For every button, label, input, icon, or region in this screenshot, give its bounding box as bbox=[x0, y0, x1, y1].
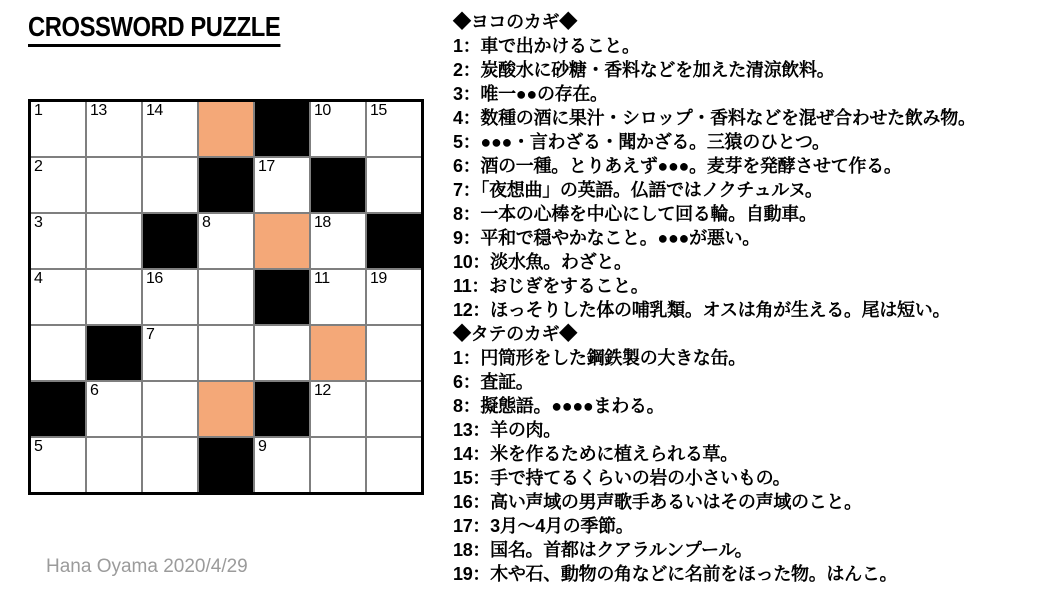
grid-cell-r3c4[interactable] bbox=[199, 214, 253, 268]
clue-across-2: 2：炭酸水に砂糖・香料などを加えた清涼飲料。 bbox=[453, 60, 835, 80]
cell-number: 19 bbox=[370, 270, 387, 287]
grid-cell-r2c5[interactable] bbox=[255, 158, 309, 212]
grid-cell-r7c1[interactable] bbox=[31, 438, 85, 492]
page-title: CROSSWORD PUZZLE bbox=[28, 11, 280, 47]
clue-down-1: 1：円筒形をした鋼鉄製の大きな缶。 bbox=[453, 348, 746, 368]
grid-cell-r5c5[interactable] bbox=[255, 326, 309, 380]
clue-across-8: 8：一本の心棒を中心にして回る輪。自動車。 bbox=[453, 204, 817, 224]
grid-cell-r1c1[interactable] bbox=[31, 102, 85, 156]
clue-down-6: 6：査証。 bbox=[453, 372, 534, 392]
clue-across-9: 9：平和で穏やかなこと。●●●が悪い。 bbox=[453, 228, 760, 248]
grid-cell-r1c4[interactable] bbox=[199, 102, 253, 156]
clue-down-19: 19：木や石、動物の角などに名前をほった物。はんこ。 bbox=[453, 564, 898, 584]
grid-cell-r6c3[interactable] bbox=[143, 382, 197, 436]
cell-number: 3 bbox=[34, 214, 43, 231]
cell-number: 14 bbox=[146, 102, 163, 119]
grid-cell-r5c7[interactable] bbox=[367, 326, 421, 380]
clue-down-15: 15：手で持てるくらいの岩の小さいもの。 bbox=[453, 468, 791, 488]
grid-cell-r6c6[interactable] bbox=[311, 382, 365, 436]
grid-cell-r1c2[interactable] bbox=[87, 102, 141, 156]
clue-across-7: 7：「夜想曲」の英語。仏語ではノクチュルヌ。 bbox=[453, 180, 823, 200]
clue-across-10: 10：淡水魚。わざと。 bbox=[453, 252, 632, 272]
clue-down-16: 16：高い声域の男声歌手あるいはその声域のこと。 bbox=[453, 492, 862, 512]
cell-number: 7 bbox=[146, 326, 155, 343]
grid-cell-r7c4-black bbox=[199, 438, 253, 492]
cell-number: 16 bbox=[146, 270, 163, 287]
clue-across-5: 5：●●●・言わざる・聞かざる。三猿のひとつ。 bbox=[453, 132, 830, 152]
clue-across-6: 6：酒の一種。とりあえず●●●。麦芽を発酵させて作る。 bbox=[453, 156, 902, 176]
cell-number: 5 bbox=[34, 438, 43, 455]
cell-number: 15 bbox=[370, 102, 387, 119]
grid-cell-r2c3[interactable] bbox=[143, 158, 197, 212]
grid-cell-r4c1[interactable] bbox=[31, 270, 85, 324]
cell-number: 4 bbox=[34, 270, 43, 287]
clue-across-12: 12：ほっそりした体の哺乳類。オスは角が生える。尾は短い。 bbox=[453, 300, 951, 320]
grid-cell-r4c2[interactable] bbox=[87, 270, 141, 324]
grid-cell-r5c4[interactable] bbox=[199, 326, 253, 380]
grid-cell-r3c7-black bbox=[367, 214, 421, 268]
cell-number: 9 bbox=[258, 438, 267, 455]
grid-cell-r2c7[interactable] bbox=[367, 158, 421, 212]
clue-across-1: 1：車で出かけること。 bbox=[453, 36, 640, 56]
grid-cell-r5c1[interactable] bbox=[31, 326, 85, 380]
grid-cell-r1c7[interactable] bbox=[367, 102, 421, 156]
clue-down-14: 14：米を作るために植えられる草。 bbox=[453, 444, 738, 464]
grid-cell-r3c2[interactable] bbox=[87, 214, 141, 268]
clues-panel bbox=[453, 10, 1039, 586]
grid-cell-r5c2-black bbox=[87, 326, 141, 380]
grid-cell-r7c5[interactable] bbox=[255, 438, 309, 492]
clue-across-4: 4：数種の酒に果汁・シロップ・香料などを混ぜ合わせた飲み物。 bbox=[453, 108, 976, 128]
grid-cell-r2c4-black bbox=[199, 158, 253, 212]
grid-cell-r4c5-black bbox=[255, 270, 309, 324]
grid-cell-r1c5-black bbox=[255, 102, 309, 156]
grid-cell-r2c1[interactable] bbox=[31, 158, 85, 212]
grid-cell-r6c4[interactable] bbox=[199, 382, 253, 436]
grid-cell-r6c7[interactable] bbox=[367, 382, 421, 436]
grid-cell-r6c5-black bbox=[255, 382, 309, 436]
down-clues-list bbox=[453, 346, 1039, 586]
grid-cell-r6c1-black bbox=[31, 382, 85, 436]
attribution: Hana Oyama 2020/4/29 bbox=[46, 556, 248, 577]
cell-number: 12 bbox=[314, 382, 331, 399]
grid-cell-r5c3[interactable] bbox=[143, 326, 197, 380]
grid-cell-r3c5[interactable] bbox=[255, 214, 309, 268]
across-clues-list bbox=[453, 34, 1039, 322]
grid-cell-r1c6[interactable] bbox=[311, 102, 365, 156]
grid-cell-r7c6[interactable] bbox=[311, 438, 365, 492]
grid-cell-r4c3[interactable] bbox=[143, 270, 197, 324]
grid-cell-r4c4[interactable] bbox=[199, 270, 253, 324]
down-clues-header: ◆タテのカギ◆ bbox=[453, 324, 577, 344]
grid-cell-r3c3-black bbox=[143, 214, 197, 268]
clue-across-3: 3：唯一●●の存在。 bbox=[453, 84, 608, 104]
grid-cell-r7c3[interactable] bbox=[143, 438, 197, 492]
cell-number: 17 bbox=[258, 158, 275, 175]
clue-across-11: 11：おじぎをすること。 bbox=[453, 276, 649, 296]
grid-cell-r7c7[interactable] bbox=[367, 438, 421, 492]
crossword-grid bbox=[28, 99, 424, 495]
grid-cell-r4c7[interactable] bbox=[367, 270, 421, 324]
grid-cell-r6c2[interactable] bbox=[87, 382, 141, 436]
grid-cell-r1c3[interactable] bbox=[143, 102, 197, 156]
cell-number: 8 bbox=[202, 214, 211, 231]
cell-number: 18 bbox=[314, 214, 331, 231]
cell-number: 11 bbox=[314, 270, 330, 287]
clue-down-17: 17：3月～4月の季節。 bbox=[453, 516, 634, 536]
cell-number: 2 bbox=[34, 158, 43, 175]
cell-number: 10 bbox=[314, 102, 331, 119]
grid-cell-r3c1[interactable] bbox=[31, 214, 85, 268]
clue-down-13: 13：羊の肉。 bbox=[453, 420, 561, 440]
grid-cell-r7c2[interactable] bbox=[87, 438, 141, 492]
grid-cell-r3c6[interactable] bbox=[311, 214, 365, 268]
cell-number: 13 bbox=[90, 102, 107, 119]
grid-cell-r5c6[interactable] bbox=[311, 326, 365, 380]
grid-cell-r2c6-black bbox=[311, 158, 365, 212]
grid-cell-r4c6[interactable] bbox=[311, 270, 365, 324]
grid-cell-r2c2[interactable] bbox=[87, 158, 141, 212]
across-clues-header: ◆ヨコのカギ◆ bbox=[453, 12, 577, 32]
cell-number: 6 bbox=[90, 382, 99, 399]
clue-down-8: 8：擬態語。●●●●まわる。 bbox=[453, 396, 665, 416]
clue-down-18: 18：国名。首都はクアラルンプール。 bbox=[453, 540, 753, 560]
cell-number: 1 bbox=[34, 102, 43, 119]
